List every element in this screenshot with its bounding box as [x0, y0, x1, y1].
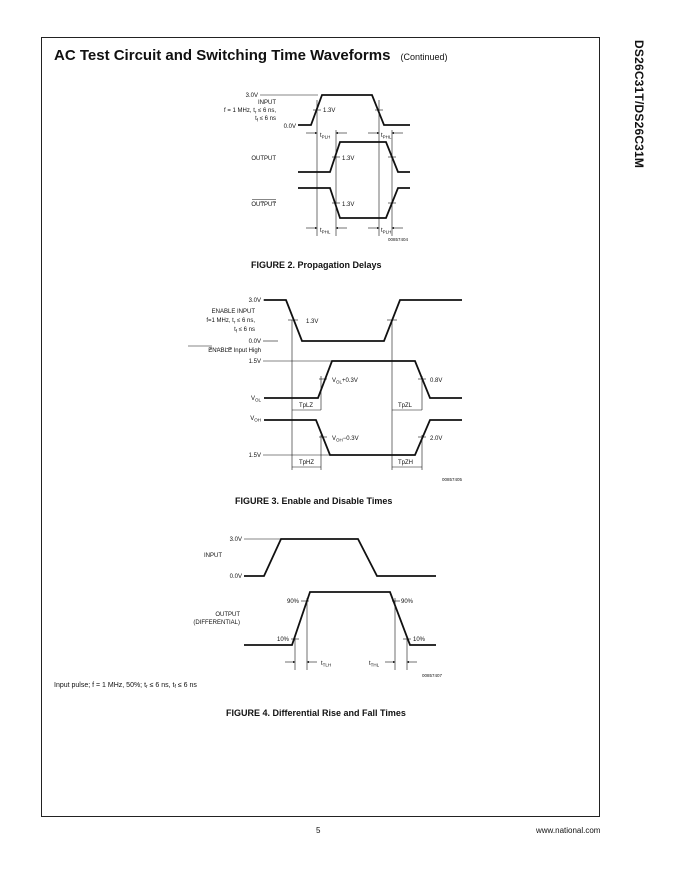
fig3-cond-tr-text: f=1 MHz, t — [206, 318, 234, 324]
fig2-tplh-bottom: $t_{PLH}$ — [381, 228, 392, 235]
note-text: Input pulse; f = 1 MHz, 50%; t — [54, 682, 147, 689]
figure-4-rise-fall — [193, 537, 442, 678]
fig4-differential-label: (DIFFERENTIAL) — [193, 620, 240, 626]
fig2-code: 00857404 — [387, 237, 408, 242]
page-number: 5 — [316, 826, 321, 835]
fig2-th-output-bar: 1.3V — [342, 202, 355, 208]
fig3-vol-plus-text: +0.3V — [342, 378, 358, 384]
fig3-input-high: Input High — [231, 348, 261, 354]
fig2-cond-tr-text: f = 1 MHz, t — [224, 108, 255, 114]
fig3-0v-label: 0.0V — [248, 339, 261, 345]
figure-2-caption: FIGURE 2. Propagation Delays — [251, 260, 382, 270]
fig2-th-output: 1.3V — [342, 156, 355, 162]
fig3-voh: $V_{OH}$ — [250, 416, 261, 423]
fig3-0v8: 0.8V — [430, 378, 443, 384]
fig2-tphl-top: $t_{PHL}$ — [381, 133, 392, 140]
fig2-3v-label: 3.0V — [245, 93, 258, 99]
fig2-cond-tf: $t_f \le 6$ ns — [255, 116, 276, 123]
fig3-3v-label: 3.0V — [248, 298, 261, 304]
fig3-vol: $V_{OL}$ — [250, 396, 261, 403]
fig4-tthl: $t_{THL}$ — [369, 661, 380, 668]
fig2-tplh-top: $t_{PLH}$ — [320, 133, 331, 140]
fig2-output-bar-label: OUTPUT — [251, 202, 276, 208]
fig3-cond-tr: f=1 MHz, $t_r \le 6$ ns, — [206, 318, 255, 325]
fig3-vol-text: V — [250, 396, 255, 402]
fig3-tpzh: TpZH — [398, 460, 413, 466]
fig3-code: 00857405 — [441, 477, 462, 482]
fig2-tphl-bottom: $t_{PHL}$ — [320, 228, 331, 235]
fig4-input-wave — [244, 539, 436, 576]
fig4-ttlh: $t_{TLH}$ — [321, 661, 332, 668]
fig3-2v0: 2.0V — [430, 436, 443, 442]
fig3-vol-plus: $V_{OL}+0.3V$ — [332, 378, 358, 385]
fig3-enable-wave — [264, 300, 462, 341]
input-pulse-note: Input pulse; f = 1 MHz, 50%; tr ≤ 6 ns, tf ≤ 6 ns — [54, 682, 197, 690]
fig2-output-label: OUTPUT — [251, 156, 276, 162]
figure-3-enable-disable — [188, 298, 462, 482]
title-text: AC Test Circuit and Switching Time Waveforms — [54, 47, 391, 64]
fig2-cond-tf-text: t — [255, 116, 257, 122]
fig4-input-label: INPUT — [204, 553, 222, 559]
fig3-enable-input-label: ENABLE INPUT — [211, 309, 255, 315]
fig3-cond-tf: $t_f \le 6$ ns — [234, 327, 255, 334]
figure-2-propagation-delays — [224, 93, 410, 242]
fig3-tphz: TpHZ — [299, 460, 314, 466]
fig4-code: 00857407 — [421, 673, 442, 678]
fig4-10-right: 10% — [413, 637, 426, 643]
website-link[interactable]: www.national.com — [536, 826, 601, 835]
fig3-enable-input-high — [208, 348, 261, 354]
fig4-3v-label: 3.0V — [229, 537, 242, 543]
fig3-enable-bar: ENABLE — [208, 348, 232, 354]
fig2-th-input: 1.3V — [323, 108, 336, 114]
fig3-1v5-top: 1.5V — [248, 359, 261, 365]
continued-label: (Continued) — [400, 52, 448, 62]
fig3-th: 1.3V — [306, 319, 319, 325]
fig2-0v-label: 0.0V — [283, 124, 296, 130]
fig4-10-left: 10% — [276, 637, 289, 643]
fig2-input-label: INPUT — [258, 100, 276, 106]
fig3-1v5-bottom: 1.5V — [248, 453, 261, 459]
fig4-90-right: 90% — [401, 599, 414, 605]
fig2-cond-tr: f = 1 MHz, $t_r \le 6$ ns, — [224, 108, 276, 115]
fig3-tplz: TpLZ — [299, 403, 314, 409]
fig3-cond-tf-text: t — [234, 327, 236, 333]
fig3-tpzl: TpZL — [398, 403, 413, 409]
fig4-90-left: 90% — [286, 599, 299, 605]
fig4-0v-label: 0.0V — [229, 574, 242, 580]
side-title: DS26C31T/DS26C31M — [632, 40, 646, 169]
figure-4-caption: FIGURE 4. Differential Rise and Fall Times — [226, 708, 406, 718]
fig3-voh-minus: $V_{OH}-0.3V$ — [332, 436, 359, 443]
fig4-output-label: OUTPUT — [215, 612, 240, 618]
figure-3-caption: FIGURE 3. Enable and Disable Times — [235, 496, 393, 506]
fig3-voh-text: V — [250, 416, 255, 422]
fig3-voh-minus-text: −0.3V — [342, 436, 359, 442]
